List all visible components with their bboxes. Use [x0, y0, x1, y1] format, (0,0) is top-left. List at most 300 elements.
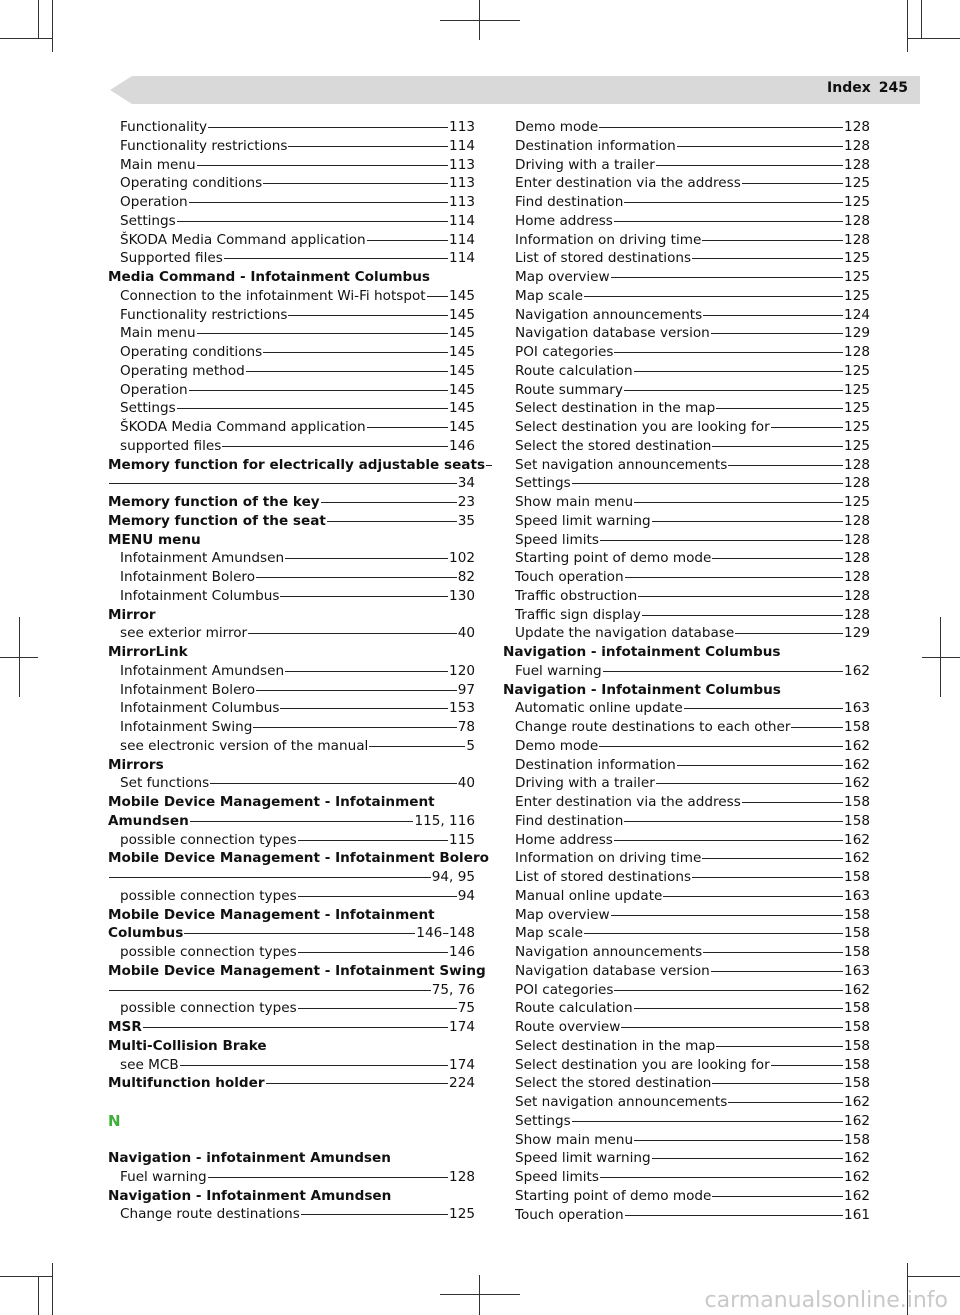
index-subentry — [108, 1056, 475, 1075]
page-ref-link[interactable]: 174 — [449, 1019, 475, 1035]
entry-label: Mobile Device Management - Infotainment Bolero — [108, 850, 489, 867]
crop-mark — [440, 1294, 520, 1295]
page-ref-link[interactable]: 128 — [844, 456, 870, 473]
index-subentry — [503, 718, 870, 737]
leader-line — [663, 896, 843, 897]
page-ref-link[interactable]: 125 — [449, 1206, 475, 1223]
leader-line — [771, 427, 843, 428]
page-ref-link[interactable]: 5 — [466, 737, 475, 754]
index-subentry — [503, 906, 870, 925]
leader-line — [614, 840, 843, 841]
page-ref-link[interactable]: 158 — [844, 906, 870, 923]
index-entry — [108, 812, 475, 831]
page-ref-link[interactable]: 158 — [844, 869, 870, 885]
page-ref-link[interactable]: 125 — [844, 287, 870, 304]
entry-label: Functionality restrictions — [120, 137, 288, 154]
leader-line — [603, 671, 843, 672]
page-ref-link[interactable]: 161 — [844, 1206, 870, 1223]
index-entry — [108, 849, 489, 868]
page-ref-link[interactable]: 114 — [449, 212, 475, 229]
leader-line — [572, 1121, 843, 1122]
entry-label: Show main menu — [515, 494, 634, 510]
leader-line — [224, 258, 448, 259]
leader-line — [210, 783, 456, 784]
page-ref-link[interactable]: 75, 76 — [431, 981, 475, 998]
page-ref-link[interactable]: 125 — [844, 437, 870, 454]
crop-mark — [940, 617, 941, 697]
page-ref-link[interactable]: 113 — [449, 156, 475, 173]
entry-label: Destination information — [515, 756, 676, 773]
leader-line — [652, 1158, 843, 1159]
entry-label: Operation — [120, 381, 188, 398]
page-ref-link[interactable]: 40 — [457, 775, 475, 792]
index-entry — [108, 868, 475, 887]
entry-label: Find destination — [515, 812, 624, 829]
page-ref-link[interactable]: 128 — [844, 212, 870, 229]
page-ref-link[interactable]: 75 — [457, 1000, 475, 1017]
page-ref-link[interactable]: 128 — [844, 550, 870, 567]
page-ref-link[interactable]: 162 — [844, 737, 870, 754]
page-ref-link[interactable]: 97 — [457, 681, 475, 698]
entry-label: Set navigation announcements — [515, 1094, 728, 1110]
index-subentry — [503, 924, 870, 943]
entry-label: Amundsen — [108, 812, 189, 829]
leader-line — [288, 146, 448, 147]
entry-label: Touch operation — [515, 1206, 624, 1223]
index-subentry — [503, 887, 870, 906]
entry-label: Infotainment Bolero — [120, 569, 256, 585]
index-subentry — [503, 1112, 870, 1131]
page-ref-link[interactable]: 82 — [457, 569, 475, 585]
index-subentry — [503, 512, 870, 531]
entry-label: Speed limit warning — [515, 1150, 651, 1167]
entry-label: Information on driving time — [515, 850, 702, 867]
leader-line — [177, 221, 448, 222]
leader-line — [621, 1027, 843, 1028]
leader-line — [684, 708, 843, 709]
index-subentry — [503, 1056, 870, 1075]
leader-line — [625, 1215, 843, 1216]
entry-label: Fuel warning — [120, 1168, 207, 1185]
entry-label: Navigation - infotainment Columbus — [503, 644, 781, 660]
index-subentry — [108, 399, 475, 418]
page-ref-link[interactable]: 128 — [449, 1168, 475, 1185]
index-subentry — [503, 137, 870, 156]
leader-line — [624, 821, 843, 822]
leader-line — [180, 1065, 448, 1066]
page-ref-link[interactable]: 146 — [449, 437, 475, 454]
page-ref-link[interactable]: 94, 95 — [431, 869, 475, 885]
page-ref-link[interactable]: 34 — [457, 475, 475, 492]
entry-label: Navigation announcements — [515, 306, 703, 323]
index-entry — [108, 924, 475, 943]
crop-mark — [922, 657, 960, 658]
index-entry — [108, 1074, 475, 1093]
page-ref-link[interactable]: 113 — [449, 194, 475, 210]
leader-line — [711, 333, 843, 334]
page-ref-link[interactable]: 162 — [844, 1187, 870, 1204]
entry-label: Update the navigation database — [515, 625, 735, 642]
page-ref-link[interactable]: 224 — [449, 1075, 475, 1092]
page-ref-link[interactable]: 162 — [844, 775, 870, 792]
leader-line — [634, 502, 843, 503]
index-subentry — [108, 699, 475, 718]
entry-label: possible connection types — [120, 887, 297, 904]
index-subentry — [108, 231, 475, 250]
page-ref-link[interactable]: 158 — [844, 794, 870, 810]
leader-line — [656, 165, 843, 166]
page-ref-link[interactable]: 78 — [457, 719, 475, 735]
index-subentry — [503, 849, 870, 868]
entry-label: see MCB — [120, 1056, 179, 1073]
page-ref-link[interactable]: 162 — [844, 756, 870, 773]
page-ref-link[interactable]: 162 — [844, 1094, 870, 1110]
entry-label: Information on driving time — [515, 231, 702, 248]
index-entry — [108, 531, 475, 550]
index-subentry — [503, 587, 870, 606]
index-subentry — [108, 437, 475, 456]
page-ref-link[interactable]: 125 — [844, 419, 870, 435]
index-subentry — [108, 193, 475, 212]
index-subentry — [108, 943, 475, 962]
leader-line — [742, 183, 843, 184]
index-subentry — [108, 249, 475, 268]
index-subentry — [503, 868, 870, 887]
index-subentry — [503, 831, 870, 850]
leader-line — [298, 952, 448, 953]
entry-label: Connection to the infotainment Wi-Fi hotspot — [120, 287, 426, 304]
page-ref-link[interactable]: 158 — [844, 944, 870, 960]
page-ref-link[interactable]: 125 — [844, 250, 870, 267]
entry-label: Navigation - Infotainment Columbus — [503, 681, 781, 698]
page-ref-link[interactable]: 158 — [844, 1019, 870, 1035]
leader-line — [702, 240, 843, 241]
page-ref-link[interactable]: 128 — [844, 606, 870, 623]
crop-mark — [52, 0, 53, 52]
page-ref-link[interactable]: 162 — [844, 662, 870, 679]
leader-line — [600, 540, 843, 541]
entry-label: Main menu — [120, 156, 196, 173]
crop-mark — [38, 1276, 39, 1315]
leader-line — [624, 390, 843, 391]
leader-line — [369, 746, 465, 747]
page-ref-link[interactable]: 158 — [844, 1037, 870, 1054]
page-ref-link[interactable]: 102 — [449, 550, 475, 567]
index-subentry — [108, 287, 475, 306]
leader-line — [624, 202, 843, 203]
index-entry — [108, 456, 486, 475]
index-entry — [108, 793, 475, 812]
entry-label: Supported files — [120, 250, 223, 267]
header-bar — [110, 76, 920, 104]
index-subentry — [503, 493, 870, 512]
entry-label: Manual online update — [515, 887, 663, 904]
entry-label: Set functions — [120, 775, 210, 792]
crop-mark — [921, 0, 922, 38]
page-ref-link[interactable]: 125 — [844, 381, 870, 398]
index-subentry — [503, 812, 870, 831]
page-ref-link[interactable]: 128 — [844, 344, 870, 360]
page-ref-link[interactable]: 129 — [844, 625, 870, 642]
index-subentry — [108, 212, 475, 231]
page-ref-link[interactable]: 115 — [449, 831, 475, 848]
leader-line — [427, 296, 448, 297]
leader-line — [634, 1008, 843, 1009]
entry-label: possible connection types — [120, 1000, 297, 1017]
page-ref-link[interactable]: 125 — [844, 269, 870, 285]
index-subentry — [108, 418, 475, 437]
index-subentry — [108, 174, 475, 193]
page-ref-link[interactable]: 145 — [449, 306, 475, 323]
leader-line — [728, 1102, 843, 1103]
page-ref-link[interactable]: 113 — [449, 119, 475, 135]
page-ref-link[interactable]: 125 — [844, 494, 870, 510]
page-ref-link[interactable]: 40 — [457, 625, 475, 642]
page-ref-link[interactable]: 162 — [844, 831, 870, 848]
index-subentry — [108, 624, 475, 643]
page-ref-link[interactable]: 125 — [844, 400, 870, 417]
entry-label: POI categories — [515, 344, 614, 360]
page-ref-link[interactable]: 130 — [449, 587, 475, 604]
entry-label: MSR — [108, 1019, 142, 1035]
leader-line — [367, 240, 448, 241]
page-ref-link[interactable]: 162 — [844, 981, 870, 998]
index-subentry — [503, 981, 870, 1000]
index-subentry — [503, 418, 870, 437]
leader-line — [327, 521, 457, 522]
leader-line — [728, 465, 843, 466]
page-ref-link[interactable]: 162 — [844, 1169, 870, 1185]
page-ref-link[interactable]: 145 — [449, 362, 475, 379]
page-ref-link[interactable]: 113 — [449, 175, 475, 192]
index-entry — [108, 474, 475, 493]
page-ref-link[interactable]: 94 — [457, 887, 475, 904]
index-subentry — [503, 662, 870, 681]
index-entry — [108, 981, 475, 1000]
entry-label: Operating conditions — [120, 175, 263, 192]
leader-line — [256, 690, 457, 691]
page-ref-link[interactable]: 128 — [844, 512, 870, 529]
page-ref-link[interactable]: 128 — [844, 119, 870, 135]
index-subentry — [108, 1205, 475, 1224]
section-letter: N — [108, 1112, 121, 1130]
entry-label: Operation — [120, 194, 188, 210]
entry-label: Operating method — [120, 362, 245, 379]
entry-label: Navigation announcements — [515, 944, 703, 960]
page-ref-link[interactable]: 163 — [844, 700, 870, 717]
entry-label: Infotainment Bolero — [120, 681, 256, 698]
index-subentry — [108, 137, 475, 156]
entry-label: Speed limits — [515, 1169, 599, 1185]
index-subentry — [503, 212, 870, 231]
entry-label: Infotainment Swing — [120, 719, 253, 735]
leader-line — [109, 990, 431, 991]
entry-label: supported files — [120, 437, 222, 454]
index-subentry — [108, 362, 475, 381]
page-ref-link[interactable]: 115, 116 — [414, 812, 475, 829]
page-ref-link[interactable]: 162 — [844, 1150, 870, 1167]
index-entry — [108, 1187, 475, 1206]
leader-line — [614, 990, 843, 991]
entry-label: Navigation - Infotainment Amundsen — [108, 1187, 392, 1204]
page-ref-link[interactable]: 128 — [844, 531, 870, 548]
index-subentry — [503, 287, 870, 306]
page-ref-link[interactable]: 158 — [844, 1056, 870, 1073]
entry-label: Mobile Device Management - Infotainment Swing — [108, 962, 486, 979]
entry-label: Multifunction holder — [108, 1075, 265, 1092]
index-subentry — [503, 249, 870, 268]
entry-label: Mobile Device Management - Infotainment — [108, 906, 435, 923]
index-subentry — [503, 699, 870, 718]
index-column-right — [503, 118, 870, 1224]
index-subentry — [503, 456, 870, 475]
page-ref-link[interactable]: 114 — [449, 231, 475, 248]
page-ref-link[interactable]: 124 — [844, 306, 870, 323]
index-subentry — [108, 774, 475, 793]
page-number: 245 — [878, 80, 908, 96]
leader-line — [298, 1008, 457, 1009]
index-subentry — [503, 174, 870, 193]
page-ref-link[interactable]: 163 — [844, 887, 870, 904]
page-ref-link[interactable]: 128 — [844, 231, 870, 248]
page-ref-link[interactable]: 153 — [449, 700, 475, 717]
leader-line — [321, 502, 457, 503]
entry-label: Change route destinations — [120, 1206, 300, 1223]
entry-label: Driving with a trailer — [515, 775, 655, 792]
index-subentry — [503, 343, 870, 362]
entry-label: Demo mode — [515, 119, 599, 135]
entry-label: Enter destination via the address — [515, 175, 741, 192]
page-ref-link[interactable]: 145 — [449, 419, 475, 435]
leader-line — [677, 146, 843, 147]
crop-mark — [19, 617, 20, 697]
entry-label: Navigation - infotainment Amundsen — [108, 1150, 391, 1166]
entry-label: Show main menu — [515, 1131, 634, 1148]
entry-label: Find destination — [515, 194, 624, 210]
index-subentry — [108, 999, 475, 1018]
index-subentry — [108, 737, 475, 756]
page-ref-link[interactable]: 158 — [844, 1075, 870, 1092]
page-ref-link[interactable]: 158 — [844, 719, 870, 735]
index-entry — [108, 606, 475, 625]
entry-label: Home address — [515, 212, 613, 229]
entry-label: Navigation database version — [515, 325, 710, 342]
page-ref-link[interactable]: 146 — [449, 944, 475, 960]
entry-label: Home address — [515, 831, 613, 848]
page-ref-link[interactable]: 146–148 — [416, 925, 475, 942]
index-subentry — [503, 1018, 870, 1037]
entry-label: Route overview — [515, 1019, 621, 1035]
page-ref-link[interactable]: 162 — [844, 1112, 870, 1129]
page-ref-link[interactable]: 114 — [449, 250, 475, 267]
leader-line — [703, 315, 843, 316]
page-ref-link[interactable]: 23 — [457, 494, 475, 510]
crop-mark — [0, 1276, 52, 1277]
page-ref-link[interactable]: 114 — [449, 137, 475, 154]
page-ref-link[interactable]: 125 — [844, 175, 870, 192]
leader-line — [692, 258, 843, 259]
entry-label: Select the stored destination — [515, 1075, 712, 1092]
index-entry — [108, 756, 475, 775]
page-ref-link[interactable]: 125 — [844, 194, 870, 210]
header-title: Index — [827, 80, 871, 96]
page-ref-link[interactable]: 163 — [844, 962, 870, 979]
entry-label: Infotainment Amundsen — [120, 550, 285, 567]
leader-line — [246, 371, 448, 372]
page-ref-link[interactable]: 129 — [844, 325, 870, 342]
page-ref-link[interactable]: 145 — [449, 344, 475, 360]
page-ref-link[interactable]: 128 — [844, 587, 870, 604]
entry-label: Navigation database version — [515, 962, 710, 979]
page-ref-link[interactable]: 158 — [844, 1000, 870, 1017]
entry-label: Infotainment Columbus — [120, 587, 280, 604]
crop-mark — [440, 20, 520, 21]
leader-line — [177, 408, 448, 409]
page-ref-link[interactable]: 158 — [844, 925, 870, 942]
entry-label: Driving with a trailer — [515, 156, 655, 173]
leader-line — [642, 615, 843, 616]
leader-line — [280, 596, 448, 597]
page-ref-link[interactable]: 158 — [844, 812, 870, 829]
entry-label: possible connection types — [120, 944, 297, 960]
leader-line — [197, 333, 448, 334]
index-subentry — [503, 943, 870, 962]
page-ref-link[interactable]: 174 — [449, 1056, 475, 1073]
index-subentry — [503, 437, 870, 456]
page-ref-link[interactable]: 158 — [844, 1131, 870, 1148]
index-subentry — [108, 1168, 475, 1187]
leader-line — [584, 933, 843, 934]
page-ref-link[interactable]: 128 — [844, 475, 870, 492]
entry-label: Functionality — [120, 119, 208, 135]
index-subentry — [503, 793, 870, 812]
index-subentry — [503, 362, 870, 381]
entry-label: Multi-Collision Brake — [108, 1037, 267, 1054]
entry-label: Map overview — [515, 269, 610, 285]
leader-line — [266, 1083, 448, 1084]
page-ref-link[interactable]: 35 — [457, 512, 475, 529]
crop-mark — [908, 38, 960, 39]
index-subentry — [503, 1206, 870, 1225]
index-subentry — [108, 549, 475, 568]
leader-line — [611, 915, 843, 916]
page-ref-link[interactable]: 128 — [844, 137, 870, 154]
page-ref-link[interactable]: 128 — [844, 569, 870, 585]
index-subentry — [503, 231, 870, 250]
index-subentry — [503, 774, 870, 793]
page-ref-link[interactable]: 128 — [844, 156, 870, 173]
entry-label: Select destination you are looking for — [515, 1056, 770, 1073]
leader-line — [600, 1177, 843, 1178]
page-ref-link[interactable]: 125 — [844, 362, 870, 379]
leader-line — [614, 221, 843, 222]
page-ref-link[interactable]: 145 — [449, 287, 475, 304]
page-ref-link[interactable]: 120 — [449, 662, 475, 679]
index-subentry — [503, 1187, 870, 1206]
index-subentry — [108, 156, 475, 175]
page-header — [827, 80, 908, 96]
entry-label: Mirror — [108, 606, 156, 623]
page-ref-link[interactable]: 145 — [449, 400, 475, 417]
index-subentry — [108, 587, 475, 606]
page-ref-link[interactable]: 145 — [449, 381, 475, 398]
page-ref-link[interactable]: 145 — [449, 325, 475, 342]
entry-label: Speed limits — [515, 531, 599, 548]
page-ref-link[interactable]: 162 — [844, 850, 870, 867]
index-entry — [108, 906, 475, 925]
entry-label: List of stored destinations — [515, 250, 692, 267]
leader-line — [572, 483, 843, 484]
